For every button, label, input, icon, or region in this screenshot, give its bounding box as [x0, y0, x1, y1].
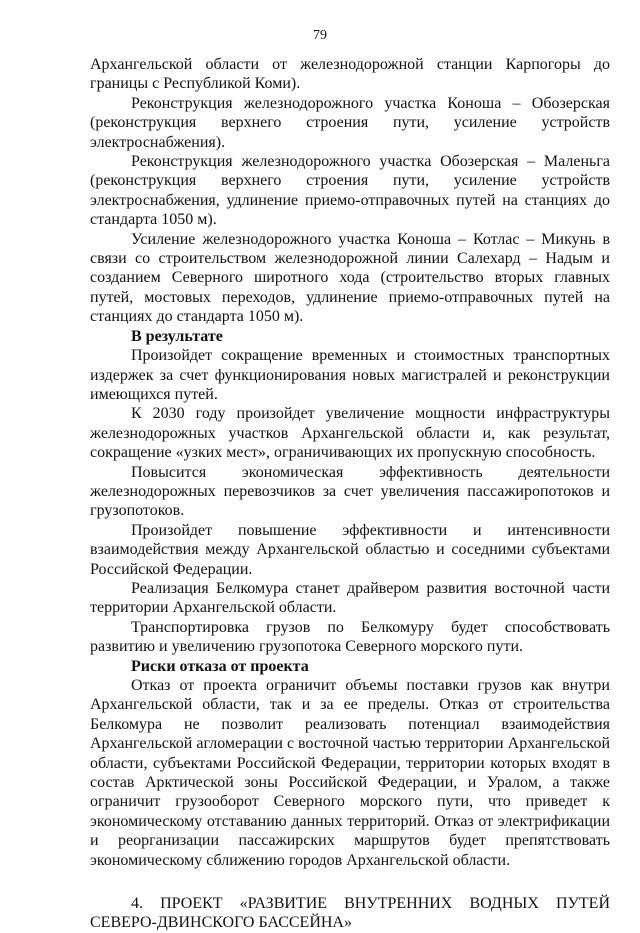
paragraph-konosha-obozerskaya: Реконструкция железнодорожного участка Коноша – Обозерская (реконструкция верхнего строения пути, усиление устройств электроснабжения). [90, 94, 610, 151]
paragraph-efficiency: Повысится экономическая эффективность деятельности железнодорожных перевозчиков за счет увеличения пассажиропотоков и грузопотоков. [90, 463, 610, 520]
paragraph-interaction: Произойдет повышение эффективности и интенсивности взаимодействия между Архангельской областью и соседними субъектами Российской Федерации. [90, 521, 610, 578]
paragraph-cost-reduction: Произойдет сокращение временных и стоимостных транспортных издержек за счет функционирования новых магистралей и реконструкции имеющихся путей. [90, 347, 610, 403]
paragraph-obozerskaya-malenga: Реконструкция железнодорожного участка Обозерская – Маленьга (реконструкция верхнего строения пути, усиление устройств электроснабжения, удлинение приемо-отправочных путей на станциях до стандарта 1050 м). [90, 153, 610, 229]
paragraph-konosha-kotlas-mikun: Усиление железнодорожного участка Коноша – Котлас – Микунь в связи со строительством железнодорожной линии Салехард – Надым и созданием Северного широтного хода (строительство вторых главных путей, мостовых переходов, удлинение приемо-отправочных путей на станциях до стандарта 1050 м). [90, 230, 610, 326]
paragraph-risks: Отказ от проекта ограничит объемы поставки грузов как внутри Архангельской области, так и за ее пределы. Отказ от строительства Белкомура не позволит реализовать потенциал взаимодействия Архангельской агломерации с восточной частью территории Архангельской области, субъектами Российской Федерации, территории которых входят в состав Арктической зоны Российской Федерации, и Уралом, а также ограничит грузооборот Северного морского пути, что приведет к экономическому отставанию данных территорий. Отказ от электрификации и реорганизации пассажирских маршрутов будет препятствовать экономическому сближению городов Архангельской области. [90, 677, 610, 869]
heading-results: В результате [131, 327, 223, 345]
paragraph-continuation: Архангельской области от железнодорожной станции Карпогоры до границы с Республикой Коми). [90, 56, 610, 93]
page-content [90, 55, 610, 933]
section-title: 4. ПРОЕКТ «РАЗВИТИЕ ВНУТРЕННИХ ВОДНЫХ ПУТЕЙ СЕВЕРО-ДВИНСКОГО БАССЕЙНА» [90, 895, 610, 932]
heading-risks: Риски отказа от проекта [131, 657, 309, 675]
paragraph-northern-sea-route: Транспортировка грузов по Белкомуру будет способствовать развитию и увеличению грузопотока Северного морского пути. [90, 618, 610, 656]
paragraph-capacity-2030: К 2030 году произойдет увеличение мощности инфраструктуры железнодорожных участков Архангельской области и, как результат, сокращение «узких мест», ограничивающих их пропускную способность. [90, 405, 610, 462]
paragraph-belkomur-driver: Реализация Белкомура станет драйвером развития восточной части территории Архангельской области. [90, 579, 610, 617]
page-number: 79 [313, 28, 327, 43]
